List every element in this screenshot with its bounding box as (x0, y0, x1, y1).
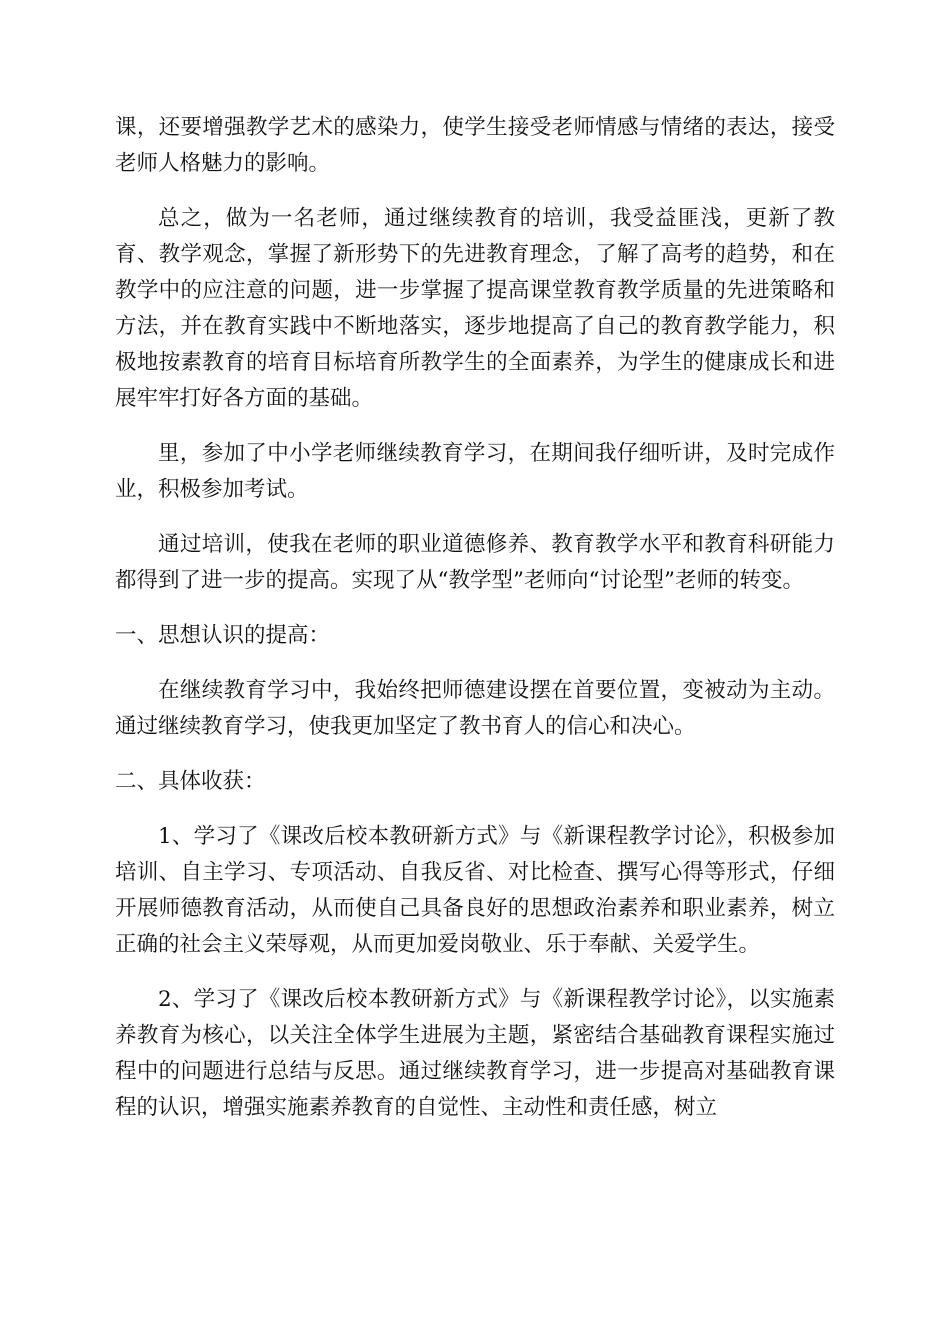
paragraph-training: 通过培训，使我在老师的职业道德修养、教育教学水平和教育科研能力都得到了进一步的提高。实现了从“教学型”老师向“讨论型”老师的转变。 (115, 532, 835, 593)
paragraph-item-1: 1、学习了《课改后校本教研新方式》与《新课程教学讨论》，积极参加培训、自主学习、专项活动、自我反省、对比检查、撰写心得等形式，仔细开展师德教育活动，从而使自己具备良好的思想政治素养和职业素养，树立正确的社会主义荣辱观，从而更加爱岗敬业、乐于奉献、关爱学生。 (115, 824, 835, 957)
document-page (115, 110, 835, 1145)
paragraph-section-1: 在继续教育学习中，我始终把师德建设摆在首要位置，变被动为主动。通过继续教育学习，使我更加坚定了教书育人的信心和决心。 (115, 678, 835, 739)
section-heading-1: 一、思想认识的提高： (115, 623, 331, 648)
paragraph-continuation: 课，还要增强教学艺术的感染力，使学生接受老师情感与情绪的表达，接受老师人格魅力的影响。 (115, 115, 835, 176)
paragraph-intro: 里，参加了中小学老师继续教育学习，在期间我仔细听讲，及时完成作业，积极参加考试。 (115, 441, 835, 502)
paragraph-item-2: 2、学习了《课改后校本教研新方式》与《新课程教学讨论》，以实施素养教育为核心，以关注全体学生进展为主题，紧密结合基础教育课程实施过程中的问题进行总结与反思。通过继续教育学习，进一步提高对基础教育课程的认识，增强实施素养教育的自觉性、主动性和责任感，树立 (115, 987, 835, 1120)
section-heading-2: 二、具体收获： (115, 769, 266, 794)
paragraph-summary: 总之，做为一名老师，通过继续教育的培训，我受益匪浅，更新了教育、教学观念，掌握了新形势下的先进教育理念，了解了高考的趋势，和在教学中的应注意的问题，进一步掌握了提高课堂教育教学质量的先进策略和方法，并在教育实践中不断地落实，逐步地提高了自己的教育教学能力，积极地按素教育的培育目标培育所教学生的全面素养，为学生的健康成长和进展牢牢打好各方面的基础。 (115, 206, 835, 411)
